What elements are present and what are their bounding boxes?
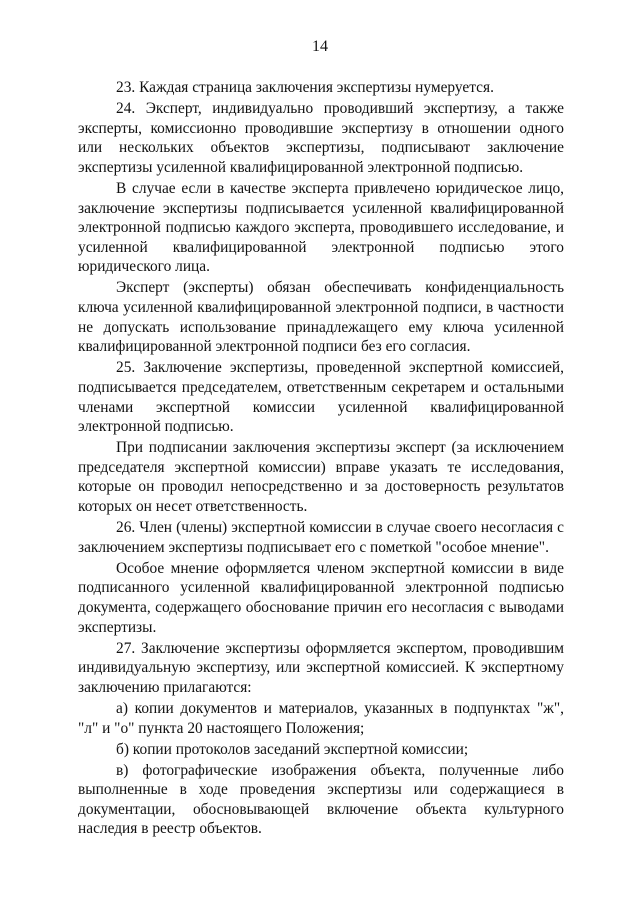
document-body xyxy=(78,78,564,841)
paragraph-24-legal-entity: В случае если в качестве эксперта привлечено юридическое лицо, заключение экспертизы подписывается усиленной квалифицированной электронной подписью каждого эксперта, проводившего исследование, и усиленной квалифицированной электронной подписью этого юридического лица. xyxy=(78,179,564,276)
list-item-a: а) копии документов и материалов, указанных в подпунктах "ж", "л" и "о" пункта 20 настоящего Положения; xyxy=(78,699,564,737)
paragraph-23: 23. Каждая страница заключения экспертизы нумеруется. xyxy=(116,79,494,96)
paragraph-25-signing: При подписании заключения экспертизы эксперт (за исключением председателя экспертной комиссии) вправе указать те исследования, которые он проводил непосредственно и за достоверность результатов которых он несет ответственность. xyxy=(78,439,564,515)
page-number: 14 xyxy=(312,38,328,55)
paragraph-26-dissenting-opinion: Особое мнение оформляется членом экспертной комиссии в виде подписанного усиленной квалифицированной электронной подписью документа, содержащего обоснование причин его несогласия с выводами экспертизы. xyxy=(78,559,564,636)
paragraph-27: 27. Заключение экспертизы оформляется экспертом, проводившим индивидуальную экспертизу, или экспертной комиссией. К экспертному заключению прилагаются: xyxy=(78,639,564,696)
list-item-b: б) копии протоколов заседаний экспертной комиссии; xyxy=(116,740,469,758)
paragraph-24-confidentiality: Эксперт (эксперты) обязан обеспечивать конфиденциальность ключа усиленной квалифицированной электронной подписи, в частности не допускать использование принадлежащего ему ключа усиленной квалифицированной электронной подписи без его согласия. xyxy=(78,279,564,356)
paragraph-25: 25. Заключение экспертизы, проведенной экспертной комиссией, подписывается председателем, ответственным секретарем и остальными членами экспертной комиссии усиленной квалифицированной электронной подписью. xyxy=(78,359,564,436)
list-item-v: в) фотографические изображения объекта, полученные либо выполненные в ходе проведения экспертизы или содержащиеся в документации, обосновывающей включение объекта культурного наследия в реестр объектов. xyxy=(78,761,564,838)
paragraph-26: 26. Член (члены) экспертной комиссии в случае своего несогласия с заключением экспертизы подписывает его с пометкой "особое мнение". xyxy=(78,519,564,556)
paragraph-24: 24. Эксперт, индивидуально проводивший экспертизу, а также эксперты, комиссионно проводившие экспертизу в отношении одного или нескольких объектов экспертизы, подписывают заключение экспертизы усиленной квалифицированной электронной подписью. xyxy=(78,100,564,176)
